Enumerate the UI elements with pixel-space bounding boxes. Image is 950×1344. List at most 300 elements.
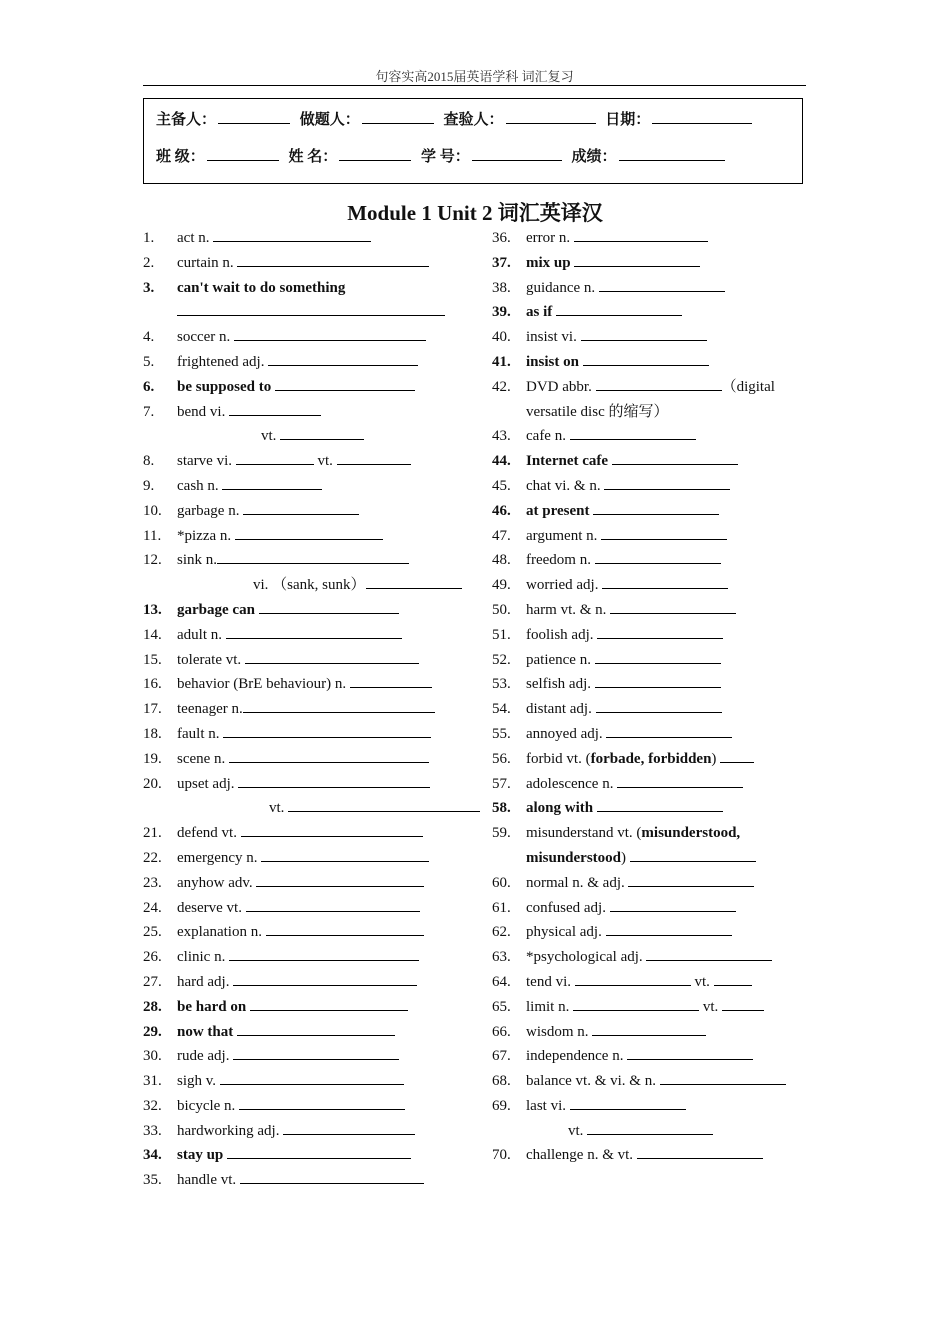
item-label: foolish adj. <box>526 626 598 643</box>
item-label: insist vi. <box>526 329 581 346</box>
item-number: 39. <box>492 304 511 321</box>
vocab-item <box>492 474 812 499</box>
item-label: argument n. <box>526 527 602 544</box>
item-text <box>526 772 812 797</box>
answer-blank[interactable] <box>610 598 736 614</box>
item-forms: misunderstood <box>526 849 622 866</box>
item-number: 60. <box>492 874 511 891</box>
date-blank[interactable] <box>652 109 752 124</box>
item-number: 53. <box>492 676 511 693</box>
item-label: along with <box>526 800 597 817</box>
answer-blank[interactable] <box>573 995 699 1011</box>
answer-blank[interactable] <box>595 548 721 564</box>
answer-blank[interactable] <box>239 1094 405 1110</box>
answer-blank[interactable] <box>245 648 419 664</box>
item-label: physical adj. <box>526 924 606 941</box>
item-text <box>526 449 812 474</box>
item-number: 28. <box>143 998 162 1015</box>
item-number: 65. <box>492 998 511 1015</box>
item-text <box>177 945 463 970</box>
item-number: 36. <box>492 230 511 246</box>
answer-blank[interactable] <box>575 970 691 986</box>
item-label: insist on <box>526 353 583 370</box>
answer-blank[interactable] <box>556 300 682 316</box>
item-number: 58. <box>492 800 511 817</box>
item-text <box>177 970 463 995</box>
item-text <box>177 648 463 673</box>
answer-blank[interactable] <box>574 226 708 242</box>
answer-blank[interactable] <box>337 449 411 465</box>
answer-blank[interactable] <box>612 449 738 465</box>
item-text <box>177 1094 463 1119</box>
vocab-item <box>143 1168 463 1193</box>
vocab-item <box>143 970 463 995</box>
score-blank[interactable] <box>619 146 725 161</box>
vocab-item <box>492 548 812 573</box>
item-number: 59. <box>492 825 511 842</box>
item-number: 68. <box>492 1073 511 1090</box>
answer-blank[interactable] <box>235 524 383 540</box>
answer-blank[interactable] <box>246 896 420 912</box>
item-label: chat vi. & n. <box>526 477 605 494</box>
answer-blank[interactable] <box>220 1069 404 1085</box>
name-label: 姓 名： <box>288 149 338 165</box>
item-label: *pizza n. <box>177 527 235 544</box>
answer-blank[interactable] <box>583 350 709 366</box>
vocab-item <box>143 772 463 797</box>
answer-blank[interactable] <box>237 1020 395 1036</box>
item-text <box>177 449 463 474</box>
item-text <box>177 995 463 1020</box>
item-number: 26. <box>143 949 162 966</box>
item-number: 14. <box>143 626 162 643</box>
answer-blank[interactable] <box>628 871 754 887</box>
item-label: distant adj. <box>526 701 596 718</box>
vocab-item <box>143 325 463 350</box>
item-number: 13. <box>143 601 162 618</box>
page-header: 句容实高2015届英语学科 词汇复习 <box>375 69 574 84</box>
item-text <box>177 896 463 921</box>
vocab-item <box>143 375 463 400</box>
vocab-item <box>492 945 812 970</box>
answer-blank[interactable] <box>646 945 772 961</box>
item-number: 35. <box>143 1172 162 1189</box>
answer-blank[interactable] <box>599 276 725 292</box>
item-text <box>526 1094 812 1119</box>
answer-blank[interactable] <box>587 1119 713 1135</box>
answer-blank[interactable] <box>593 499 719 515</box>
item-label: teenager n. <box>177 701 243 718</box>
answer-blank[interactable] <box>574 251 700 267</box>
vocab-item <box>143 400 463 425</box>
item-label: independence n. <box>526 1048 628 1065</box>
item-label: freedom n. <box>526 552 595 569</box>
item-text <box>177 672 463 697</box>
vocab-item <box>143 1094 463 1119</box>
item-text <box>526 573 812 598</box>
item-label: anyhow adv. <box>177 874 257 891</box>
vocab-item <box>143 1119 463 1144</box>
item-label: frightened adj. <box>177 353 269 370</box>
item-text <box>177 1069 463 1094</box>
item-mid-label: vt. <box>690 973 714 990</box>
answer-blank[interactable] <box>240 1168 424 1184</box>
answer-blank[interactable] <box>280 424 364 440</box>
vocab-item <box>492 573 812 598</box>
answer-blank[interactable] <box>596 375 722 391</box>
item-text <box>526 598 812 623</box>
vocab-item <box>492 449 812 474</box>
vocab-item <box>492 796 812 821</box>
item-number: 70. <box>492 1147 511 1164</box>
answer-blank[interactable] <box>227 1143 411 1159</box>
item-continuation <box>526 1119 812 1144</box>
item-label: can't wait to do something <box>177 279 346 296</box>
vocab-column-left <box>143 226 463 1193</box>
item-number: 2. <box>143 254 155 271</box>
item-text <box>177 623 463 648</box>
item-number: 33. <box>143 1122 162 1139</box>
item-number: 27. <box>143 973 162 990</box>
answer-blank[interactable] <box>627 1044 753 1060</box>
item-text <box>177 226 463 251</box>
answer-blank[interactable] <box>243 697 435 713</box>
vocab-item <box>143 449 463 474</box>
class-blank[interactable] <box>207 146 279 161</box>
item-number: 6. <box>143 378 155 395</box>
vocab-item <box>492 970 812 995</box>
vocab-item <box>143 524 463 549</box>
item-label: adolescence n. <box>526 775 618 792</box>
vocab-item <box>143 1020 463 1045</box>
item-text <box>177 772 463 797</box>
info-row-staff <box>156 108 758 129</box>
answer-blank[interactable] <box>223 722 431 738</box>
item-text <box>177 1119 463 1144</box>
item-number: 7. <box>143 403 155 420</box>
item-label: rude adj. <box>177 1048 234 1065</box>
item-text <box>177 722 463 747</box>
item-text <box>177 821 463 846</box>
item-number: 11. <box>143 527 162 544</box>
item-number: 5. <box>143 353 155 370</box>
item-text <box>526 251 812 276</box>
answer-blank[interactable] <box>238 772 430 788</box>
item-text <box>177 598 463 623</box>
student-id-blank[interactable] <box>472 146 562 161</box>
vocab-item <box>143 350 463 375</box>
item-number: 43. <box>492 428 511 445</box>
item-label: selfish adj. <box>526 676 595 693</box>
item-number: 63. <box>492 949 511 966</box>
item-label: tend vi. <box>526 973 575 990</box>
item-text <box>526 1020 812 1045</box>
answer-blank[interactable] <box>236 449 314 465</box>
answer-blank[interactable] <box>630 846 756 862</box>
date-label: 日期： <box>605 112 651 128</box>
item-text <box>526 226 812 251</box>
item-label: hardworking adj. <box>177 1122 284 1139</box>
vocab-item <box>492 499 812 524</box>
answer-blank[interactable] <box>597 796 723 812</box>
item-number: 8. <box>143 453 155 470</box>
vocab-item <box>492 524 812 549</box>
answer-blank[interactable] <box>213 226 371 242</box>
item-number: 69. <box>492 1097 511 1114</box>
student-id-label: 学 号： <box>421 149 470 165</box>
vocab-item <box>492 871 812 896</box>
item-number: 23. <box>143 874 162 891</box>
item-number: 12. <box>143 552 162 569</box>
vocab-item <box>492 821 812 846</box>
item-number: 50. <box>492 601 511 618</box>
vocab-item-continuation <box>143 300 463 325</box>
vocab-item <box>143 1069 463 1094</box>
item-text <box>526 945 812 970</box>
item-label: balance vt. & vi. & n. <box>526 1073 660 1090</box>
answer-blank[interactable] <box>596 697 722 713</box>
answer-blank[interactable] <box>595 672 721 688</box>
vocab-item <box>492 325 812 350</box>
answer-blank[interactable] <box>606 920 732 936</box>
item-text <box>526 871 812 896</box>
item-label: annoyed adj. <box>526 725 607 742</box>
vocab-item <box>143 474 463 499</box>
vocab-item <box>143 846 463 871</box>
vocab-item-continuation <box>143 424 463 449</box>
answer-blank[interactable] <box>350 672 432 688</box>
item-continuation <box>177 796 463 821</box>
item-label: sigh v. <box>177 1073 220 1090</box>
answer-blank[interactable] <box>366 573 462 589</box>
answer-blank[interactable] <box>177 300 445 316</box>
item-number: 19. <box>143 750 162 767</box>
item-label: patience n. <box>526 651 595 668</box>
answer-blank[interactable] <box>222 474 322 490</box>
answer-blank[interactable] <box>261 846 429 862</box>
item-number: 21. <box>143 825 162 842</box>
answer-blank[interactable] <box>610 896 736 912</box>
answer-blank[interactable] <box>250 995 408 1011</box>
item-number: 41. <box>492 353 511 370</box>
item-number: 30. <box>143 1048 162 1065</box>
item-number: 16. <box>143 676 162 693</box>
answer-blank[interactable] <box>259 598 399 614</box>
item-forms: misunderstood, <box>641 825 741 842</box>
vocab-item <box>492 995 812 1020</box>
answer-blank[interactable] <box>256 871 424 887</box>
vocab-item <box>143 871 463 896</box>
author-blank[interactable] <box>362 109 434 124</box>
item-forms: forbade, forbidden <box>590 750 712 767</box>
checker-blank[interactable] <box>506 109 596 124</box>
item-text <box>526 672 812 697</box>
item-text <box>526 1143 812 1168</box>
item-label: explanation n. <box>177 924 266 941</box>
answer-blank[interactable] <box>597 623 723 639</box>
answer-blank[interactable] <box>243 499 359 515</box>
item-number: 45. <box>492 477 511 494</box>
item-label: clinic n. <box>177 949 230 966</box>
item-number: 20. <box>143 775 162 792</box>
item-number: 22. <box>143 849 162 866</box>
answer-blank[interactable] <box>229 747 429 763</box>
item-continuation <box>177 300 463 325</box>
answer-blank[interactable] <box>604 474 730 490</box>
item-mid-label: vt. <box>313 453 337 470</box>
header-rule <box>143 85 806 86</box>
info-row-student <box>156 145 731 166</box>
name-blank[interactable] <box>339 146 411 161</box>
vocab-item <box>143 821 463 846</box>
answer-blank[interactable] <box>241 821 423 837</box>
item-label: forbid vt. ( <box>526 750 591 767</box>
answer-blank[interactable] <box>229 400 321 416</box>
item-label: garbage can <box>177 601 259 618</box>
vocab-item <box>492 598 812 623</box>
item-number: 32. <box>143 1097 162 1114</box>
item-text <box>526 623 812 648</box>
answer-blank[interactable] <box>237 251 429 267</box>
answer-blank[interactable] <box>581 325 707 341</box>
item-number: 47. <box>492 527 511 544</box>
answer-blank[interactable] <box>570 1094 686 1110</box>
vocab-item <box>492 896 812 921</box>
answer-blank[interactable] <box>229 945 419 961</box>
author-label: 做题人： <box>299 112 360 128</box>
answer-blank[interactable] <box>268 350 418 366</box>
item-label: adult n. <box>177 626 226 643</box>
item-number: 10. <box>143 502 162 519</box>
vocab-item <box>492 672 812 697</box>
answer-blank[interactable] <box>722 995 764 1011</box>
answer-blank[interactable] <box>601 524 727 540</box>
vocab-item <box>492 1143 812 1168</box>
vocab-item <box>492 747 812 772</box>
item-continuation <box>177 573 463 598</box>
item-text <box>526 1069 812 1094</box>
answer-blank[interactable] <box>283 1119 415 1135</box>
item-label: Internet cafe <box>526 453 612 470</box>
item-label: garbage n. <box>177 502 244 519</box>
answer-blank[interactable] <box>714 970 752 986</box>
answer-blank[interactable] <box>233 1044 399 1060</box>
item-number: 15. <box>143 651 162 668</box>
item-text <box>177 251 463 276</box>
preparer-blank[interactable] <box>218 109 290 124</box>
item-label: act n. <box>177 230 214 246</box>
class-label: 班 级： <box>156 149 205 165</box>
item-label: fault n. <box>177 725 224 742</box>
answer-blank[interactable] <box>637 1143 763 1159</box>
item-label: sink n. <box>177 552 218 569</box>
item-label: scene n. <box>177 750 230 767</box>
vocab-item <box>492 648 812 673</box>
item-label: tolerate vt. <box>177 651 245 668</box>
vocab-item-continuation <box>492 1119 812 1144</box>
score-label: 成绩： <box>571 149 617 165</box>
item-label: starve vi. <box>177 453 236 470</box>
item-label: harm vt. & n. <box>526 601 611 618</box>
item-text <box>177 375 463 400</box>
answer-blank[interactable] <box>217 548 409 564</box>
item-continuation-label: vt. <box>568 1122 588 1139</box>
item-number: 4. <box>143 329 155 346</box>
item-number: 49. <box>492 577 511 594</box>
item-text <box>526 350 812 375</box>
answer-blank[interactable] <box>275 375 415 391</box>
vocab-item <box>143 747 463 772</box>
vocab-item <box>143 995 463 1020</box>
vocab-item <box>143 896 463 921</box>
item-text <box>177 548 463 573</box>
answer-blank[interactable] <box>592 1020 706 1036</box>
item-number: 37. <box>492 254 511 271</box>
vocab-item <box>492 1094 812 1119</box>
answer-blank[interactable] <box>266 920 424 936</box>
item-text <box>177 1020 463 1045</box>
item-continuation-label: vt. <box>269 800 289 817</box>
answer-blank[interactable] <box>226 623 402 639</box>
item-label: *psychological adj. <box>526 949 647 966</box>
vocab-item <box>492 375 812 400</box>
item-label: DVD abbr. <box>526 378 596 395</box>
item-text <box>526 548 812 573</box>
vocab-item <box>492 300 812 325</box>
item-number: 1. <box>143 230 155 246</box>
item-number: 25. <box>143 924 162 941</box>
item-number: 24. <box>143 899 162 916</box>
answer-blank[interactable] <box>660 1069 786 1085</box>
page-title: Module 1 Unit 2 词汇英译汉 <box>347 201 603 225</box>
item-label: hard adj. <box>177 973 234 990</box>
item-text <box>177 920 463 945</box>
answer-blank[interactable] <box>288 796 480 812</box>
item-number: 51. <box>492 626 511 643</box>
item-label: deserve vt. <box>177 899 246 916</box>
item-text <box>177 350 463 375</box>
item-label-tail: ) <box>711 750 721 767</box>
item-continuation-label: ) <box>621 849 630 866</box>
vocab-item <box>143 920 463 945</box>
item-label: cash n. <box>177 477 223 494</box>
item-label: handle vt. <box>177 1172 240 1189</box>
answer-blank[interactable] <box>602 573 728 589</box>
item-text <box>526 375 812 400</box>
answer-blank[interactable] <box>595 648 721 664</box>
answer-blank[interactable] <box>606 722 732 738</box>
item-number: 34. <box>143 1147 162 1164</box>
answer-blank[interactable] <box>233 970 417 986</box>
vocab-item <box>492 697 812 722</box>
item-label: curtain n. <box>177 254 238 271</box>
answer-blank[interactable] <box>570 424 696 440</box>
vocab-item <box>492 920 812 945</box>
vocab-column-right <box>492 226 812 1168</box>
item-continuation <box>526 400 812 425</box>
item-label: bicycle n. <box>177 1097 240 1114</box>
item-label: emergency n. <box>177 849 262 866</box>
answer-blank[interactable] <box>617 772 743 788</box>
answer-blank[interactable] <box>234 325 426 341</box>
item-text <box>177 276 463 301</box>
answer-blank[interactable] <box>720 747 754 763</box>
item-label: misunderstand vt. ( <box>526 825 642 842</box>
item-number: 52. <box>492 651 511 668</box>
item-label: guidance n. <box>526 279 599 296</box>
item-label: upset adj. <box>177 775 239 792</box>
item-label: cafe n. <box>526 428 570 445</box>
